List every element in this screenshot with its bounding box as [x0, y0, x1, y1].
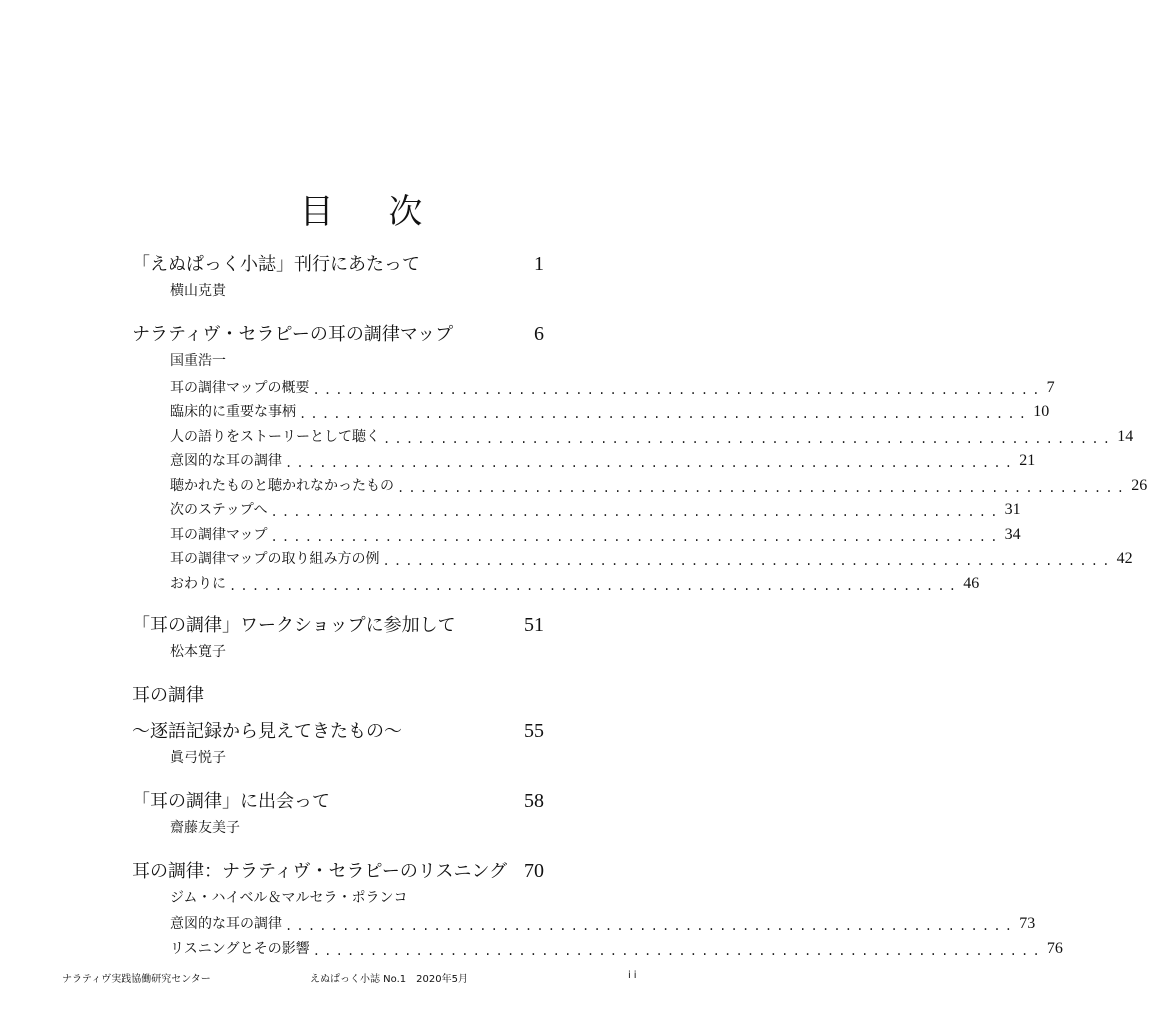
toc-heading[interactable] [132, 785, 552, 813]
toc-subentry[interactable] [132, 446, 1036, 471]
dot-leader: ................................................................ [312, 382, 1044, 397]
toc-subentry-label: 次のステップへ [170, 502, 268, 518]
table-of-contents [132, 248, 1148, 958]
toc-heading-text: 「耳の調律」に出会って [132, 790, 330, 812]
dot-leader: ................................................................ [285, 919, 1017, 933]
toc-page-number: 14 [1117, 427, 1134, 445]
toc-heading-text: ナラティヴ・セラピーの耳の調律マップ [132, 324, 454, 345]
toc-page-number: 55 [524, 719, 544, 742]
dot-leader: ................................................................ [229, 578, 961, 593]
dot-leader: ................................................................ [285, 456, 1017, 470]
toc-subentry[interactable] [132, 933, 1063, 958]
toc-page-number: 76 [1046, 939, 1063, 957]
toc-subentry[interactable] [132, 544, 1133, 569]
toc-page-number: 73 [1019, 915, 1036, 932]
dot-leader: ................................................................ [383, 431, 1115, 446]
toc-author: ジム・ハイベル＆マルセラ・ポランコ [170, 889, 408, 906]
toc-page-number: 6 [534, 323, 544, 345]
footer-publication: えぬぱっく小誌 No.1 2020年5月 [310, 974, 468, 985]
toc-subentry[interactable] [132, 372, 1055, 397]
toc-page-number: 26 [1131, 476, 1148, 494]
dot-leader: ................................................................ [299, 407, 1031, 421]
toc-heading[interactable] [132, 715, 552, 743]
toc-subentry-label: おわりに [170, 575, 226, 592]
toc-subentry[interactable] [132, 421, 1134, 446]
toc-page-number: 58 [524, 789, 544, 812]
toc-page-number: 21 [1019, 452, 1036, 469]
toc-heading-text: ～逐語記録から見えてきたもの～ [132, 720, 402, 742]
toc-subentry-label: 意図的な耳の調律 [170, 916, 282, 932]
toc-subentry-label: 耳の調律マップの取り組み方の例 [170, 551, 380, 567]
toc-subentry[interactable] [132, 568, 980, 593]
toc-page-number: 34 [1004, 525, 1021, 543]
toc-subentry-label: 人の語りをストーリーとして聴く [170, 428, 380, 445]
toc-subentry-label: 臨床的に重要な事柄 [170, 404, 296, 420]
toc-page-number: 31 [1004, 501, 1021, 518]
toc-page-number: 70 [524, 859, 544, 882]
toc-heading[interactable] [132, 609, 552, 637]
toc-page-number: 1 [534, 253, 544, 275]
toc-subentry[interactable] [132, 470, 1148, 495]
toc-heading-text: 耳の調律：ナラティヴ・セラピーのリスニング [132, 860, 508, 882]
toc-heading-text: 「耳の調律」ワークショップに参加して [132, 614, 456, 636]
dot-leader: ................................................................ [270, 505, 1002, 519]
toc-page-number: 10 [1033, 403, 1050, 420]
dot-leader: ................................................................ [397, 480, 1129, 495]
toc-page-number: 7 [1046, 378, 1055, 396]
toc-subentry[interactable] [132, 519, 1021, 544]
page-footer [0, 970, 722, 990]
toc-heading[interactable] [132, 855, 552, 883]
dot-leader: ................................................................ [382, 554, 1114, 568]
toc-heading[interactable] [132, 248, 552, 276]
toc-heading-text: 「えぬぱっく小誌」刊行にあたって [132, 254, 420, 275]
toc-author: 齋藤友美子 [170, 819, 240, 836]
toc-author: 眞弓悦子 [170, 749, 226, 766]
footer-organization: ナラティヴ実践協働研究センター [62, 974, 211, 985]
footer-page-number: ii [628, 970, 640, 981]
toc-subentry[interactable] [132, 909, 1036, 934]
toc-subentry-label: 意図的な耳の調律 [170, 453, 282, 469]
dot-leader: ................................................................ [312, 943, 1044, 958]
toc-subentry-label: 耳の調律マップ [170, 526, 268, 543]
dot-leader: ................................................................ [270, 529, 1002, 544]
toc-page-number: 42 [1116, 550, 1133, 567]
toc-subentry-label: リスニングとその影響 [170, 940, 310, 957]
toc-subentry[interactable] [132, 495, 1021, 520]
toc-heading[interactable] [132, 318, 552, 346]
toc-author: 横山克貴 [170, 283, 226, 299]
toc-author: 松本寛子 [170, 643, 226, 660]
toc-page-number: 51 [524, 613, 544, 636]
toc-subentry[interactable] [132, 397, 1050, 422]
toc-subentry-label: 耳の調律マップの概要 [170, 379, 310, 396]
page-title: 目 次 [299, 192, 445, 232]
toc-page-number: 46 [963, 574, 980, 592]
toc-heading-line: 耳の調律 [132, 684, 204, 706]
toc-subentry-label: 聴かれたものと聴かれなかったもの [170, 477, 394, 494]
toc-author: 国重浩一 [170, 353, 226, 369]
